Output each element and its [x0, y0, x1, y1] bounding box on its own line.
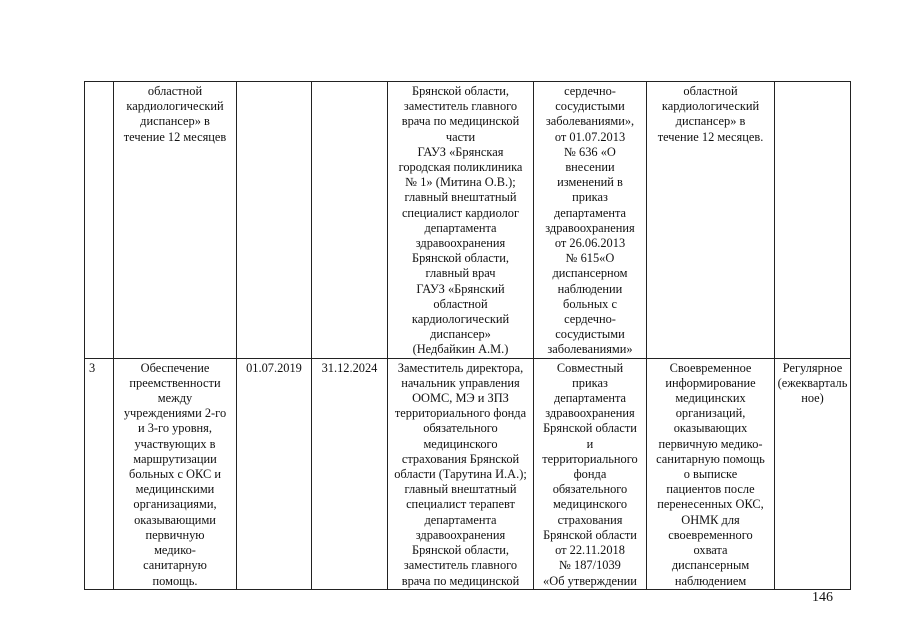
events-table — [84, 81, 851, 590]
document-cell: сердечно- сосудистыми заболеваниями», от 01.07.2013 № 636 «О внесении изменений в приказ департамента здравоохранения от 26.06.2013 № 615«О диспансерном наблюдении больных с сердечно- сосудистыми заболеваниями» — [534, 82, 647, 359]
result-cell: Своевременное информирование медицинских организаций, оказывающих первичную медико- санитарную помощь о выписке пациентов после перенесенных ОКС, ОНМК для своевременного охвата диспансерным наблюдением — [647, 358, 775, 589]
row-number-cell: 3 — [85, 358, 114, 589]
start-date-cell: 01.07.2019 — [237, 358, 312, 589]
responsible-cell: Заместитель директора, начальник управления ООМС, МЭ и ЗПЗ территориального фонда обязательного медицинского страхования Брянской области (Тарутина И.А.); главный внештатный специалист терапевт департамента здравоохранения Брянской области, заместитель главного врача по медицинской — [388, 358, 534, 589]
responsible-cell: Брянской области, заместитель главного врача по медицинской части ГАУЗ «Брянская городская поликлиника № 1» (Митина О.В.); главный внештатный специалист кардиолог департамента здравоохранения Брянской области, главный врач ГАУЗ «Брянский областной кардиологический диспансер» (Недбайкин А.М.) — [388, 82, 534, 359]
event-cell: областной кардиологический диспансер» в течение 12 месяцев — [114, 82, 237, 359]
end-date-cell — [312, 82, 388, 359]
page-number: 146 — [812, 590, 833, 605]
row-number-cell — [85, 82, 114, 359]
end-date-cell: 31.12.2024 — [312, 358, 388, 589]
periodicity-cell: Регулярное (ежекварталь ное) — [775, 358, 851, 589]
document-cell: Совместный приказ департамента здравоохранения Брянской области и территориального фонда обязательного медицинского страхования Брянской области от 22.11.2018 № 187/1039 «Об утверждении — [534, 358, 647, 589]
table-row — [85, 82, 851, 359]
periodicity-cell — [775, 82, 851, 359]
table-row — [85, 358, 851, 589]
start-date-cell — [237, 82, 312, 359]
event-cell: Обеспечение преемственности между учреждениями 2-го и 3-го уровня, участвующих в маршрутизации больных с ОКС и медицинскими организациями, оказывающими первичную медико- санитарную помощь. — [114, 358, 237, 589]
result-cell: областной кардиологический диспансер» в течение 12 месяцев. — [647, 82, 775, 359]
